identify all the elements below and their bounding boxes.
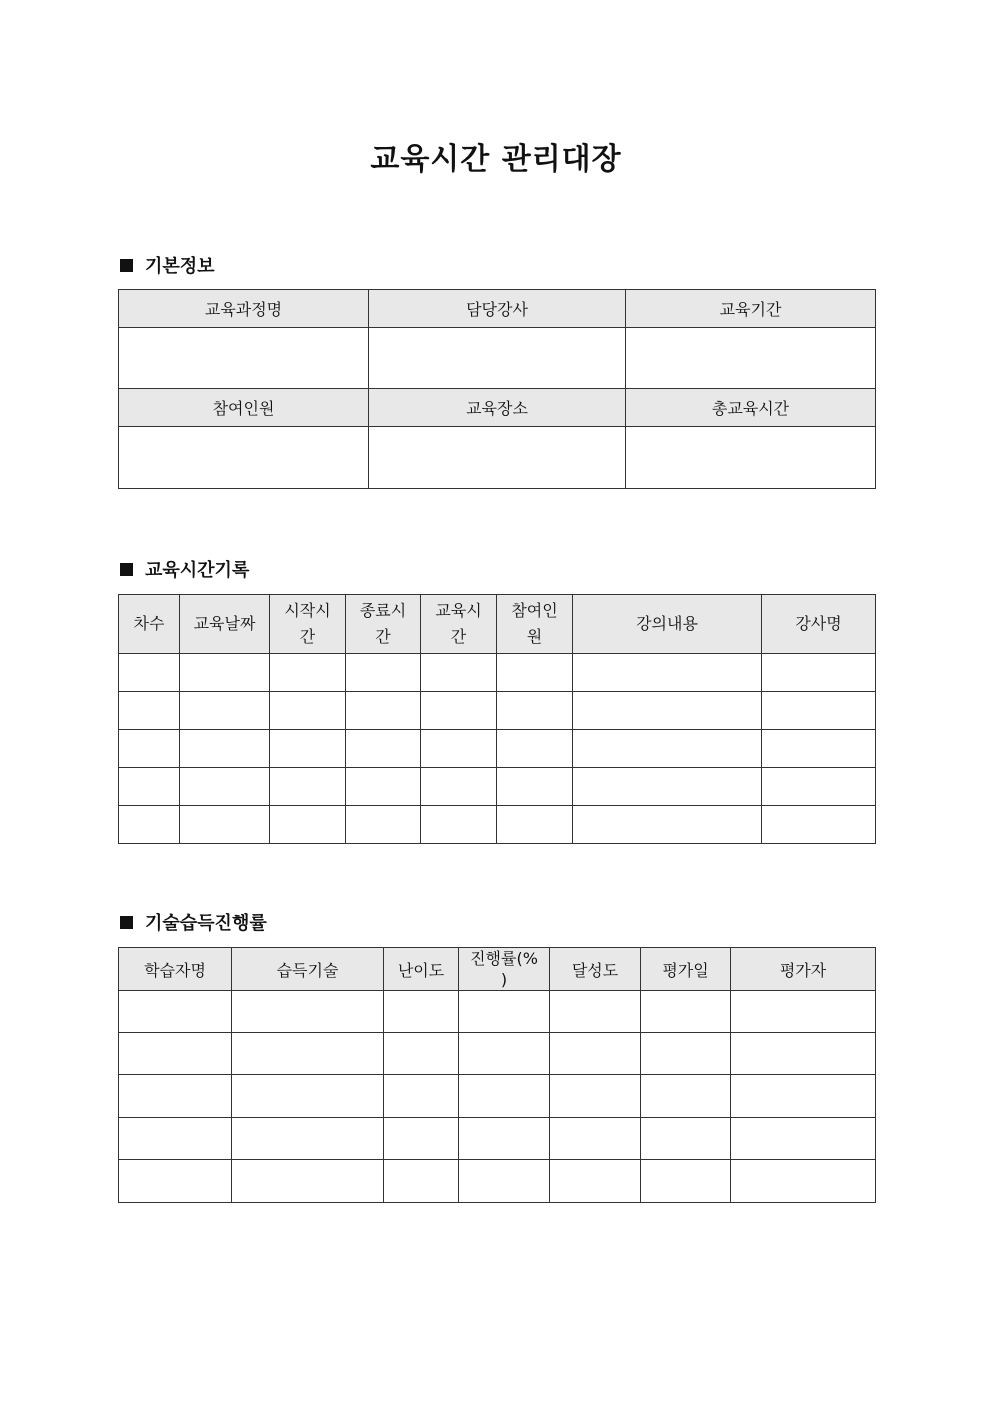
col-training-hours-line1: 교육시 [435, 601, 482, 620]
table-cell[interactable] [270, 730, 346, 768]
table-cell[interactable] [573, 654, 762, 692]
table-cell[interactable] [550, 1075, 641, 1118]
table-cell[interactable] [180, 806, 270, 844]
col-participants-line2: 원 [526, 627, 543, 646]
skill-progress-heading-text: 기술습득진행률 [145, 913, 267, 934]
table-row [119, 692, 876, 730]
table-cell[interactable] [346, 654, 421, 692]
table-cell[interactable] [762, 730, 876, 768]
col-progress-rate-line1: 진행률(% [470, 949, 538, 968]
table-cell[interactable] [641, 1075, 731, 1118]
table-cell[interactable] [180, 692, 270, 730]
training-log-heading [120, 557, 249, 581]
col-achievement-label: 달성도 [571, 960, 619, 980]
table-cell[interactable] [232, 1118, 384, 1160]
table-cell[interactable] [119, 1160, 232, 1203]
table-cell[interactable] [119, 991, 232, 1033]
col-training-hours [421, 595, 497, 654]
table-cell[interactable] [384, 1033, 459, 1075]
table-cell[interactable] [232, 1075, 384, 1118]
participants-cell[interactable] [119, 427, 369, 489]
label-training-location: 교육장소 [369, 389, 626, 427]
table-cell[interactable] [180, 730, 270, 768]
table-cell[interactable] [731, 991, 876, 1033]
table-cell[interactable] [497, 692, 573, 730]
table-cell[interactable] [459, 1160, 550, 1203]
table-cell[interactable] [421, 730, 497, 768]
col-participants [497, 595, 573, 654]
col-evaluator-label: 평가자 [779, 960, 827, 980]
table-cell[interactable] [550, 1033, 641, 1075]
training-period-cell[interactable] [626, 328, 876, 389]
col-participants-line1: 참여인 [511, 601, 558, 620]
table-cell[interactable] [180, 768, 270, 806]
col-evaluator [731, 948, 876, 991]
training-log-table [118, 594, 876, 844]
table-cell[interactable] [731, 1118, 876, 1160]
col-start-time-line2: 간 [299, 627, 316, 646]
col-start-time-line1: 시작시 [284, 601, 331, 620]
table-cell[interactable] [421, 692, 497, 730]
col-end-time [346, 595, 421, 654]
table-cell[interactable] [180, 654, 270, 692]
col-session-label: 차수 [133, 614, 165, 633]
table-cell[interactable] [270, 806, 346, 844]
label-course-name: 교육과정명 [119, 290, 369, 328]
basic-info-heading-text: 기본정보 [145, 256, 215, 277]
skill-progress-heading [120, 910, 267, 934]
table-cell[interactable] [346, 806, 421, 844]
table-cell[interactable] [641, 991, 731, 1033]
table-cell[interactable] [421, 768, 497, 806]
table-cell[interactable] [421, 806, 497, 844]
basic-info-heading [120, 253, 215, 277]
instructor-cell[interactable] [369, 328, 626, 389]
table-cell[interactable] [119, 654, 180, 692]
table-cell[interactable] [573, 730, 762, 768]
table-cell[interactable] [641, 1160, 731, 1203]
table-cell[interactable] [421, 654, 497, 692]
col-progress-rate-line2: ) [500, 970, 508, 989]
table-cell[interactable] [384, 1118, 459, 1160]
table-cell[interactable] [119, 1033, 232, 1075]
col-learner-name [119, 948, 232, 991]
table-cell[interactable] [497, 730, 573, 768]
document-title: 교육시간 관리대장 [370, 142, 622, 177]
col-training-date [180, 595, 270, 654]
col-training-hours-line2: 간 [450, 627, 467, 646]
col-evaluation-date [641, 948, 731, 991]
table-cell[interactable] [346, 768, 421, 806]
label-total-training-hours: 총교육시간 [626, 389, 876, 427]
table-row [119, 1118, 876, 1160]
label-training-period: 교육기간 [626, 290, 876, 328]
table-cell[interactable] [232, 1033, 384, 1075]
table-cell[interactable] [459, 991, 550, 1033]
table-cell[interactable] [459, 1033, 550, 1075]
course-name-cell[interactable] [119, 328, 369, 389]
table-row [119, 806, 876, 844]
col-acquired-skill-label: 습득기술 [276, 960, 339, 980]
table-cell[interactable] [573, 768, 762, 806]
table-cell[interactable] [459, 1118, 550, 1160]
table-cell[interactable] [497, 654, 573, 692]
col-lecture-content [573, 595, 762, 654]
col-difficulty [384, 948, 459, 991]
basic-info-table [118, 289, 876, 489]
total-training-hours-cell[interactable] [626, 427, 876, 489]
table-cell[interactable] [459, 1075, 550, 1118]
label-participants: 참여인원 [119, 389, 369, 427]
table-cell[interactable] [270, 768, 346, 806]
col-session [119, 595, 180, 654]
table-cell[interactable] [497, 806, 573, 844]
table-cell[interactable] [232, 1160, 384, 1203]
table-cell[interactable] [762, 806, 876, 844]
label-instructor: 담당강사 [369, 290, 626, 328]
table-cell[interactable] [270, 692, 346, 730]
table-cell[interactable] [641, 1033, 731, 1075]
square-bullet-icon [120, 259, 133, 272]
table-row [119, 1033, 876, 1075]
skill-progress-table [118, 947, 876, 1203]
table-cell[interactable] [762, 692, 876, 730]
col-acquired-skill [232, 948, 384, 991]
table-cell[interactable] [550, 1160, 641, 1203]
table-cell[interactable] [384, 1160, 459, 1203]
table-cell[interactable] [731, 1033, 876, 1075]
table-row [119, 654, 876, 692]
table-cell[interactable] [119, 1118, 232, 1160]
table-row [119, 1075, 876, 1118]
table-cell[interactable] [119, 806, 180, 844]
table-cell[interactable] [119, 730, 180, 768]
col-learner-name-label: 학습자명 [144, 960, 206, 980]
table-cell[interactable] [119, 692, 180, 730]
col-training-date-label: 교육날짜 [193, 614, 256, 633]
table-cell[interactable] [384, 1075, 459, 1118]
col-lecture-content-label: 강의내용 [636, 614, 698, 633]
table-row [119, 768, 876, 806]
table-cell[interactable] [232, 991, 384, 1033]
col-progress-rate [459, 948, 550, 991]
table-cell[interactable] [550, 1118, 641, 1160]
table-cell[interactable] [641, 1118, 731, 1160]
col-difficulty-label: 난이도 [397, 960, 445, 980]
square-bullet-icon [120, 563, 133, 576]
table-cell[interactable] [731, 1160, 876, 1203]
col-instructor-name-label: 강사명 [795, 614, 842, 633]
table-cell[interactable] [119, 768, 180, 806]
col-instructor-name [762, 595, 876, 654]
table-cell[interactable] [119, 1075, 232, 1118]
table-cell[interactable] [573, 806, 762, 844]
col-end-time-line2: 간 [375, 627, 391, 646]
training-location-cell[interactable] [369, 427, 626, 489]
col-start-time [270, 595, 346, 654]
table-cell[interactable] [270, 654, 346, 692]
col-evaluation-date-label: 평가일 [662, 960, 709, 980]
table-row [119, 1160, 876, 1203]
table-cell[interactable] [497, 768, 573, 806]
table-row [119, 730, 876, 768]
table-cell[interactable] [573, 692, 762, 730]
table-cell[interactable] [346, 692, 421, 730]
square-bullet-icon [120, 916, 133, 929]
table-cell[interactable] [346, 730, 421, 768]
training-log-heading-text: 교육시간기록 [145, 560, 250, 581]
table-row [119, 991, 876, 1033]
col-end-time-line1: 종료시 [359, 601, 407, 620]
table-cell[interactable] [550, 991, 641, 1033]
table-cell[interactable] [384, 991, 459, 1033]
col-achievement [550, 948, 641, 991]
table-cell[interactable] [762, 768, 876, 806]
table-cell[interactable] [762, 654, 876, 692]
table-cell[interactable] [731, 1075, 876, 1118]
